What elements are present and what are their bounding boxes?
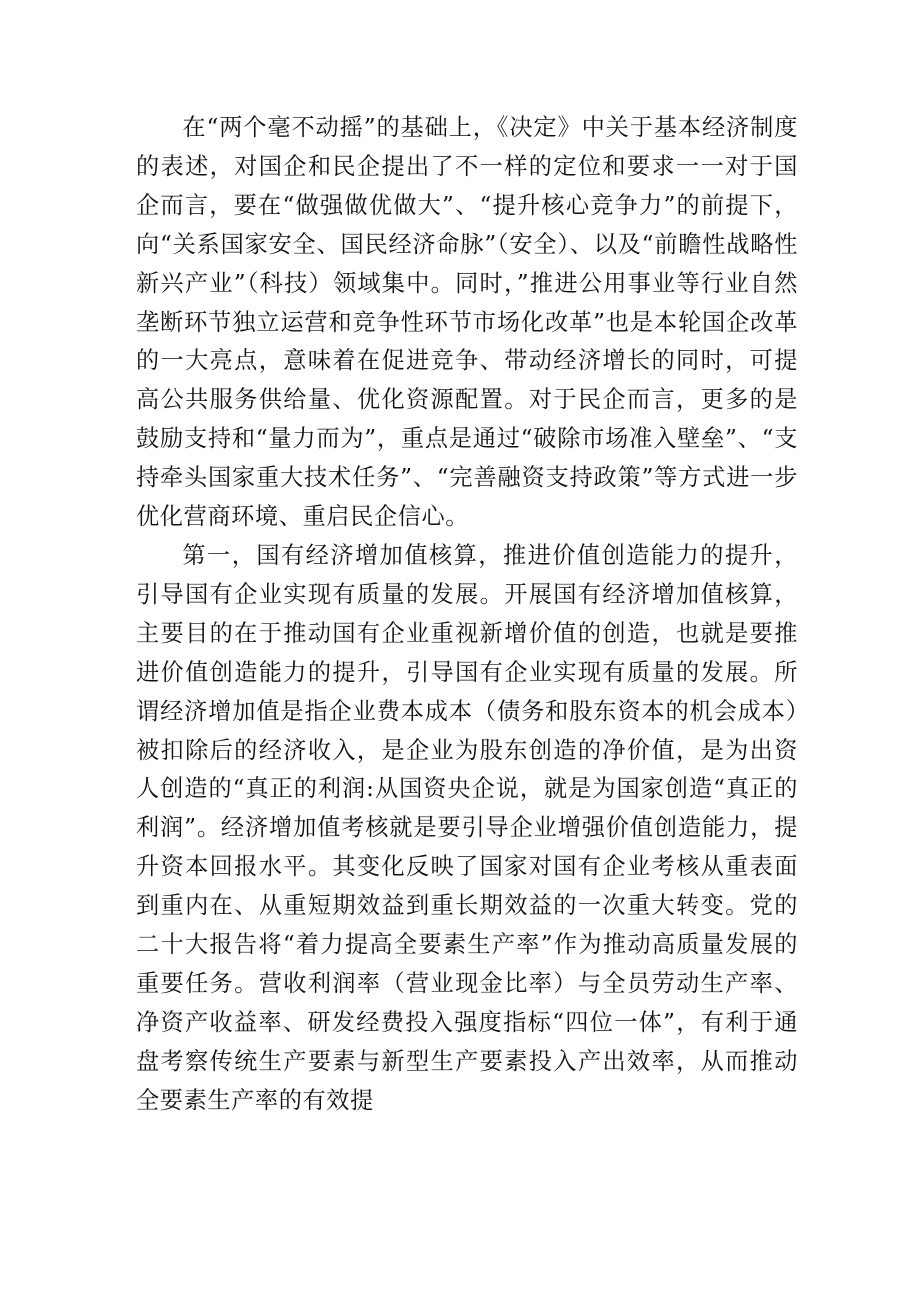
paragraph-2: 第一，国有经济增加值核算，推进价值创造能力的提升，引导国有企业实现有质量的发展。开展国有经济增加值核算，主要目的在于推动国有企业重视新增价值的创造，也就是要推进价值创造能力的提升，引导国有企业实现有质量的发展。所谓经济增加值是指企业费本成本（债务和股东资本的机会成本）被扣除后的经济收入，是企业为股东创造的净价值，是为出资人创造的“真正的利润:从国资央企说，就是为国家创造“真正的利润”。经济增加值考核就是要引导企业增强价值创造能力，提升资本回报水平。其变化反映了国家对国有企业考核从重表面到重内在、从重短期效益到重长期效益的一次重大转变。党的二十大报告将“着力提高全要素生产率”作为推动高质量发展的重要任务。营收利润率（营业现金比率）与全员劳动生产率、净资产收益率、研发经费投入强度指标“四位一体”，有利于通盘考察传统生产要素与新型生产要素投入产出效率，从而推动全要素生产率的有效提 — [136, 541, 798, 1114]
paragraph-1: 在“两个毫不动摇”的基础上，《决定》中关于基本经济制度的表述，对国企和民企提出了不一样的定位和要求一一对于国企而言，要在“做强做优做大”、“提升核心竞争力”的前提下，向“关系国家安全、国民经济命脉”（安全）、以及“前瞻性战略性新兴产业”（科技）领域集中。同时，”推进公用事业等行业自然垄断环节独立运营和竞争性环节市场化改革”也是本轮国企改革的一大亮点，意味着在促进竞争、带动经济增长的同时，可提高公共服务供给量、优化资源配置。对于民企而言，更多的是鼓励支持和“量力而为”，重点是通过“破除市场准入壁垒”、“支持牵头国家重大技术任务”、“完善融资支持政策”等方式进一步优化营商环境、重启民企信心。 — [136, 114, 798, 531]
document-body — [136, 109, 798, 1121]
